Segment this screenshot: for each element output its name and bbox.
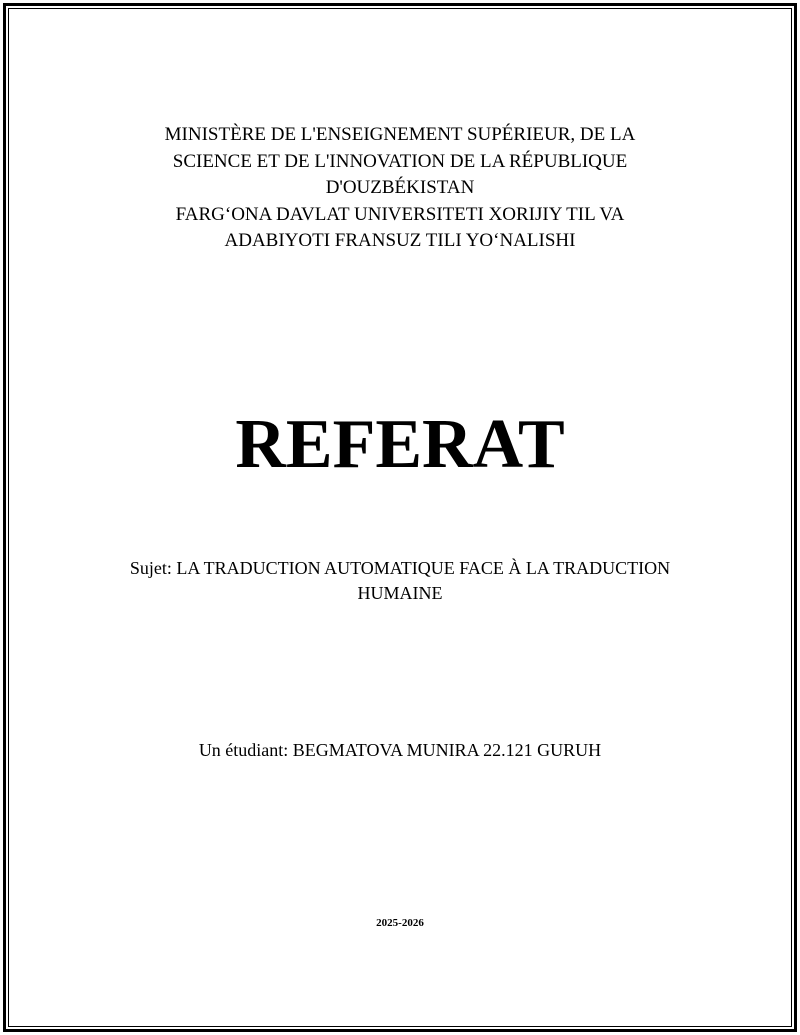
header-line: ADABIYOTI FRANSUZ TILI YO‘NALISHI: [224, 230, 576, 251]
header-line: FARG‘ONA DAVLAT UNIVERSITETI XORIJIY TIL VA: [175, 203, 625, 225]
subject-line: Sujet: LA TRADUCTION AUTOMATIQUE FACE À LA TRADUCTION: [129, 558, 671, 578]
subject: [0, 556, 800, 606]
header-line: D'OUZBÉKISTAN: [325, 177, 475, 198]
subject-line: HUMAINE: [357, 583, 443, 603]
academic-year: 2025-2026: [376, 917, 424, 929]
institution-header: [0, 122, 800, 255]
document-title: REFERAT: [235, 406, 565, 483]
header-line: SCIENCE ET DE L'INNOVATION DE LA RÉPUBLIQUE: [172, 150, 628, 172]
header-line: MINISTÈRE DE L'ENSEIGNEMENT SUPÉRIEUR, DE LA: [164, 124, 636, 145]
student-info: Un étudiant: BEGMATOVA MUNIRA 22.121 GURUH: [198, 740, 602, 760]
